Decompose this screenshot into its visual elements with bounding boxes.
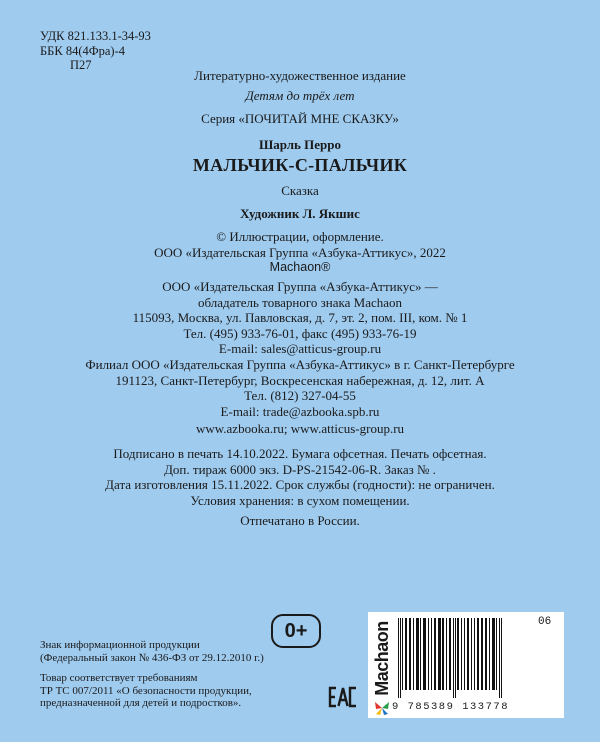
branch-email: E-mail: trade@azbooka.spb.ru [220,403,380,419]
barcode-bar [467,618,469,690]
barcode-bar [416,618,419,690]
barcode-bar [442,618,444,690]
barcode-bar [438,618,441,690]
print-info-line: Доп. тираж 6000 экз. D-PS-21542-06-R. Заказ № . [164,461,436,477]
udc-code: УДК 821.133.1-34-93 [40,29,151,43]
barcode-bar [457,618,459,690]
barcode-bar [431,618,432,690]
catalog-codes [40,29,151,73]
barcode-bar [453,618,454,698]
barcode-bar [461,618,462,690]
barcode-bar [464,618,465,690]
publisher-line: обладатель товарного знака Machaon [197,294,403,310]
brand-name: Machaon [371,620,392,696]
print-info-line: Дата изготовления 15.11.2022. Срок службы (годности): не ограничен. [105,477,495,492]
barcode-bar [492,618,495,690]
barcode-bar [499,618,500,698]
print-info-line: Условия хранения: в сухом помещении. [190,492,410,508]
compliance-line: Товар соответствует требованиям [40,672,198,684]
barcode-bar [409,618,411,690]
barcode-bar [455,618,456,698]
barcode-bar [481,618,483,690]
branch-block [0,357,600,419]
compliance-line: предназначенной для детей и подростков». [40,697,242,709]
isbn-addon: 06 [538,616,552,628]
author-sign-code: П27 [70,58,92,72]
author-name: Шарль Перро [259,137,341,152]
print-info-block [0,446,600,508]
barcode-bar [423,618,426,690]
barcode-bar [449,618,451,690]
info-sign-text [40,639,264,664]
edition-type: Литературно-художественное издание [194,68,406,83]
copyright-line: ООО «Издательская Группа «Азбука-Аттикус», 2022 [154,244,446,260]
compliance-line: ТР ТС 007/2011 «О безопасности продукции, [40,684,252,697]
machaon-butterfly-icon [374,700,390,716]
audience: Детям до трёх лет [245,88,355,103]
barcode-bar [398,618,399,698]
barcode-bar [402,618,403,690]
illustrator: Художник Л. Якшис [240,206,360,221]
publisher-line: Тел. (495) 933-76-01, факс (495) 933-76-19 [183,325,417,341]
age-rating-badge: 0+ [271,614,321,648]
copyright-block [0,229,600,276]
bottom-edge [0,742,600,750]
print-info-line: Подписано в печать 14.10.2022. Бумага офсетная. Печать офсетная. [113,446,487,461]
copyright-line: © Иллюстрации, оформление. [216,229,384,244]
barcode-bar [405,618,407,690]
barcode-bar [471,618,472,690]
copyright-line: Machaon® [269,260,331,274]
barcode-bar [434,618,436,690]
websites: www.azbooka.ru; www.atticus-group.ru [195,421,405,436]
barcode-bar [400,618,401,698]
isbn-digits: 9 785389 133778 [392,701,510,713]
barcode-bar [477,618,479,690]
branch-line: Тел. (812) 327-04-55 [244,388,356,403]
barcode-bar [420,618,421,690]
branch-line: Филиал ООО «Издательская Группа «Азбука-Аттикус» в г. Санкт-Петербурге [85,357,515,372]
branch-line: 191123, Санкт-Петербург, Воскресенская набережная, д. 12, лит. А [115,372,485,388]
barcode-bar [428,618,429,690]
series-name: Серия «ПОЧИТАЙ МНЕ СКАЗКУ» [201,111,399,126]
barcode-bar [413,618,414,690]
isbn-barcode [396,618,560,698]
genre: Сказка [281,183,319,198]
info-sign-line: (Федеральный закон № 436-ФЗ от 29.12.2010 г.) [40,651,264,664]
publisher-line: ООО «Издательская Группа «Азбука-Аттикус» — [162,279,438,294]
barcode-bar [485,618,487,690]
barcode-bar [474,618,475,690]
printed-in: Отпечатано в России. [240,513,360,528]
brand-logo [372,616,392,700]
barcode-bar [496,618,497,690]
book-title: МАЛЬЧИК-С-ПАЛЬЧИК [192,155,408,175]
bbk-code: ББК 84(4Фра)-4 [40,43,125,58]
compliance-text [40,672,252,710]
barcode-bar [489,618,490,690]
publisher-block [0,279,600,357]
eac-mark-icon [328,686,358,708]
info-sign-line: Знак информационной продукции [40,639,200,651]
barcode-bar [446,618,447,690]
barcode-bar [501,618,502,698]
publisher-line: 115093, Москва, ул. Павловская, д. 7, эт. 2, пом. III, ком. № 1 [132,310,468,325]
publisher-email: E-mail: sales@atticus-group.ru [218,341,382,356]
